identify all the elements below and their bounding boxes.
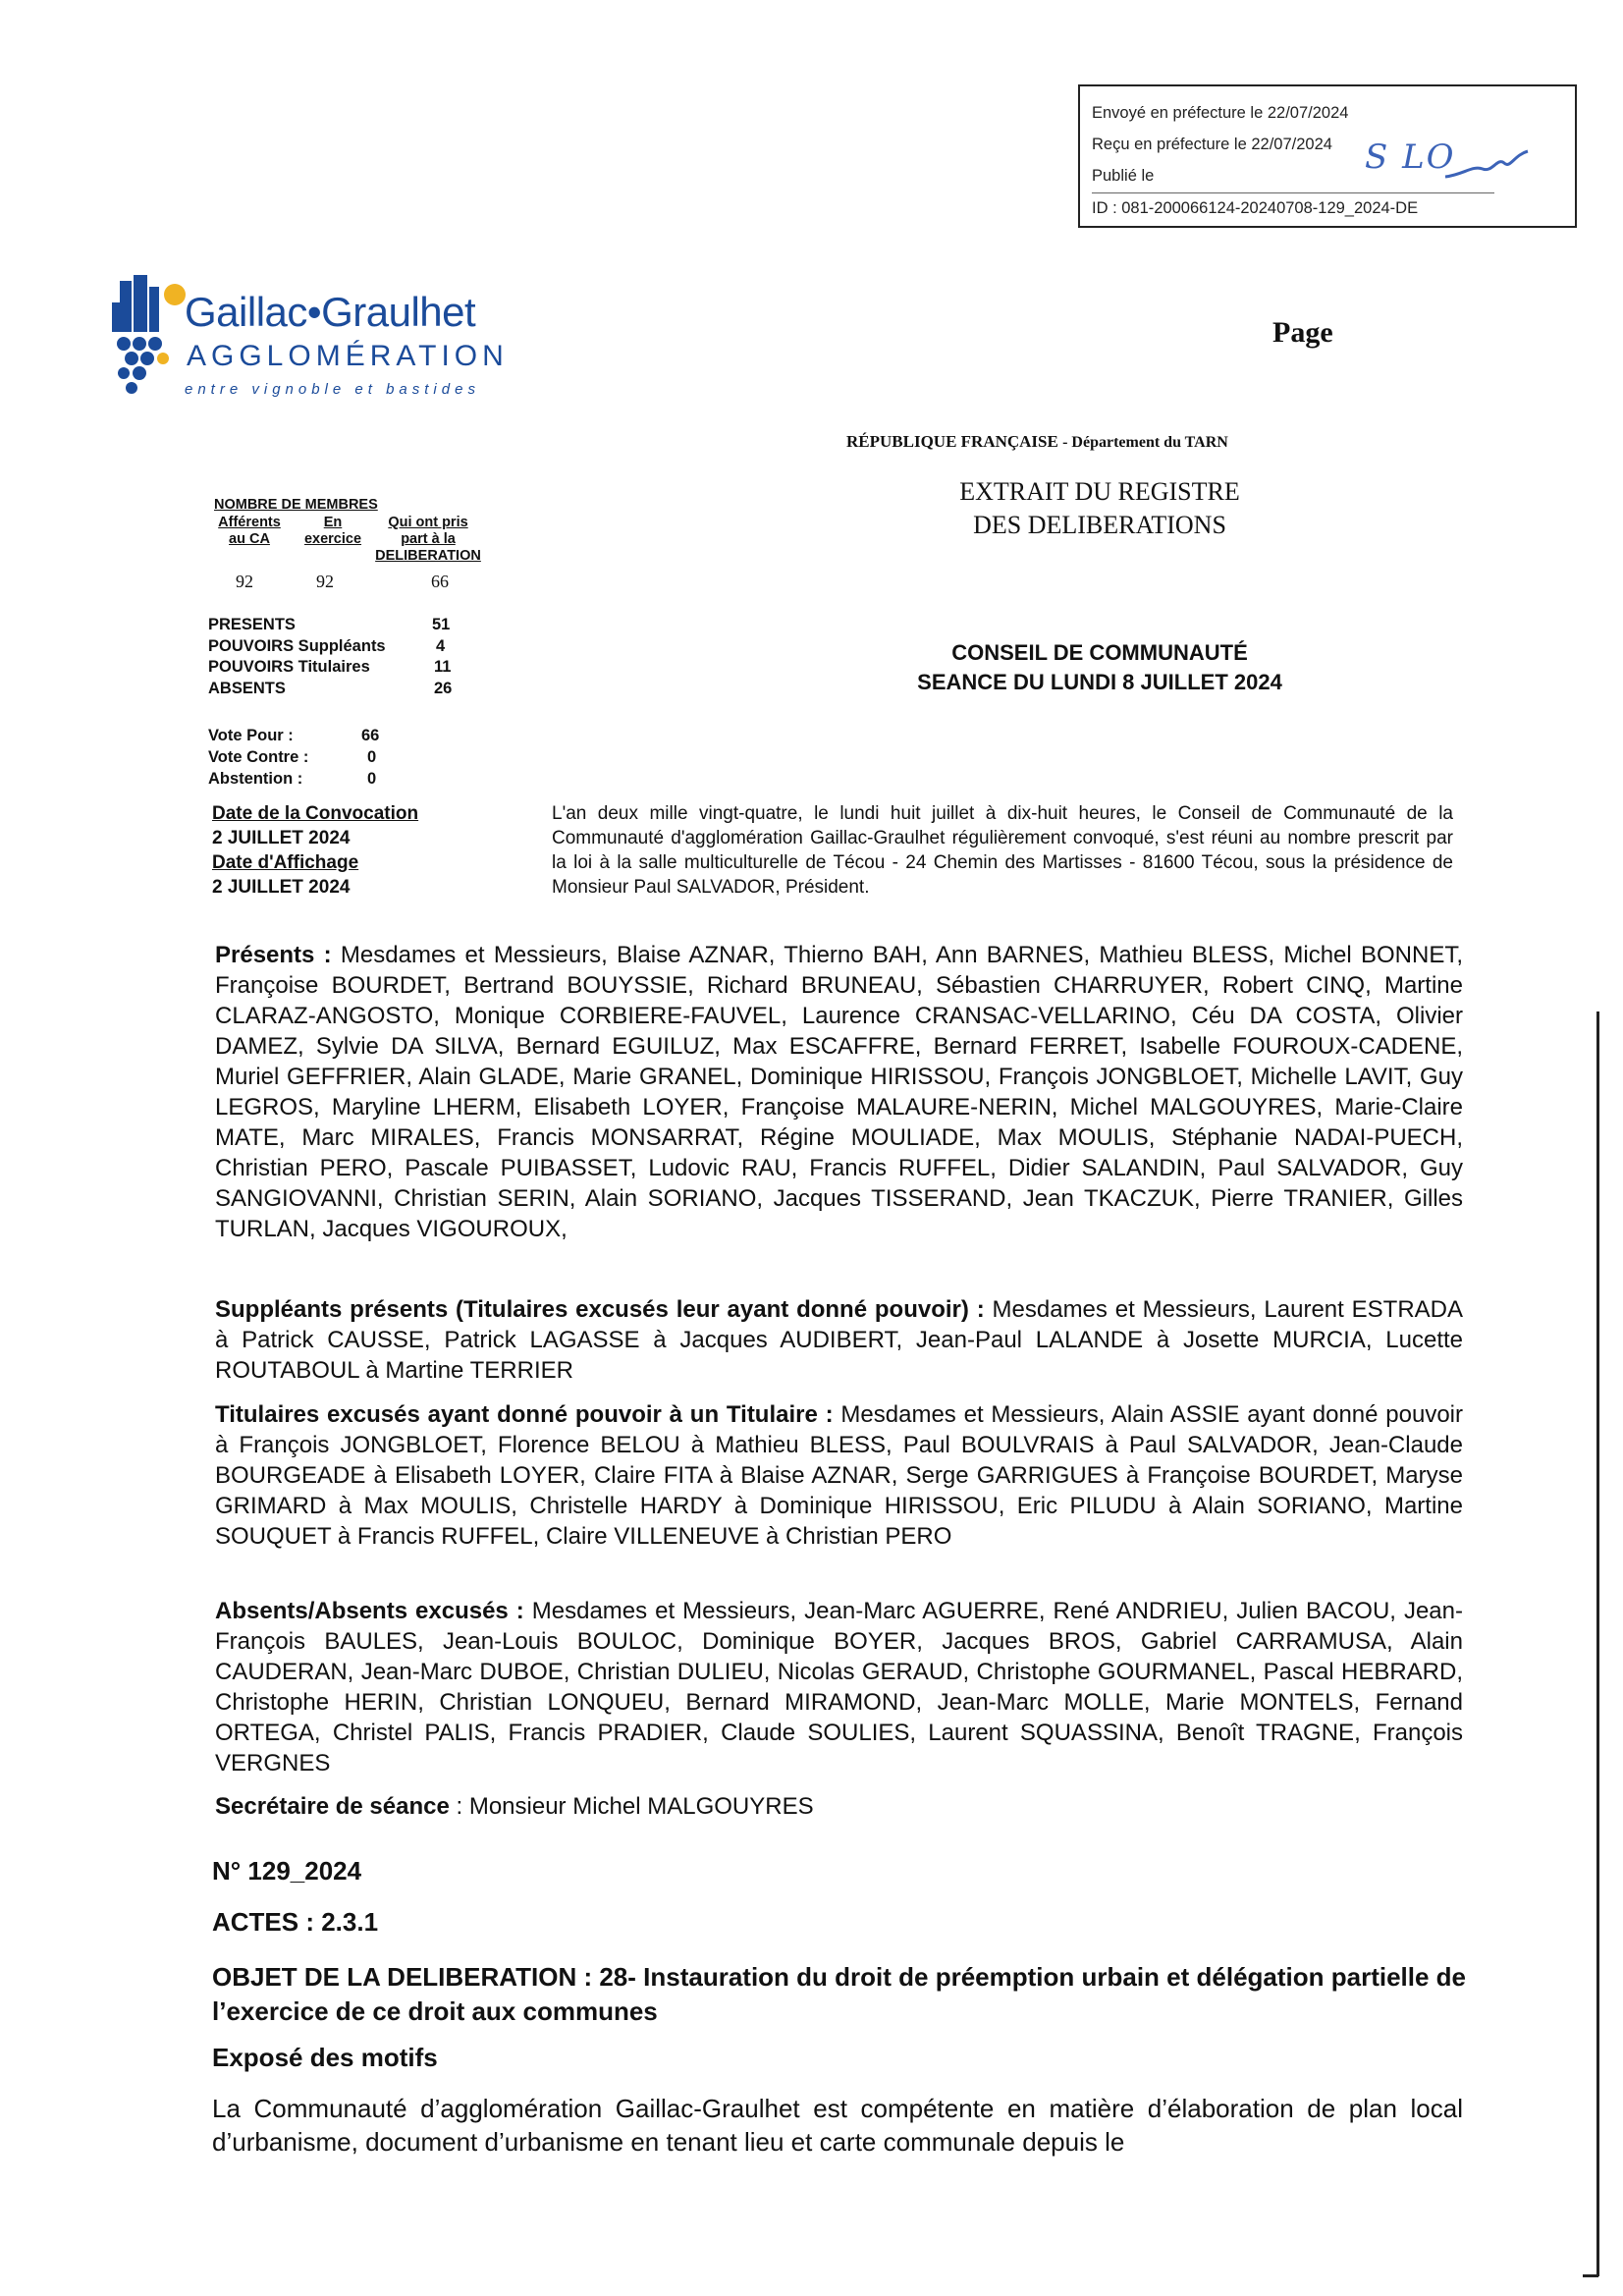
- republique: RÉPUBLIQUE FRANÇAISE: [846, 432, 1058, 451]
- expose-title: Exposé des motifs: [212, 2043, 438, 2072]
- stamp-publie: Publié le: [1092, 167, 1155, 185]
- vote-row: Vote Contre : 0: [208, 748, 377, 766]
- secretaire-paragraph: [215, 1791, 1463, 1822]
- presents-paragraph: [215, 940, 1463, 1244]
- extrait-line-1: EXTRAIT DU REGISTRE: [959, 477, 1240, 506]
- objet-text: 28- Instauration du droit de préemption urbain et délégation partielle de l’exercice de ce droit aux communes: [212, 1962, 1467, 2026]
- suppleants-text: Mesdames et Messieurs, Laurent ESTRADA à Patrick CAUSSE, Patrick LAGASSE à Jacques AUDIBERT, Jean-Paul LALANDE à Josette MURCIA, Lucette ROUTABOUL à Martine TERRIER: [215, 1296, 1464, 1384]
- presents-label: Présents :: [215, 942, 332, 968]
- republique-header: [846, 432, 1228, 452]
- presences-row: PRESENTS 51: [208, 616, 451, 633]
- gaillac-graulhet-logo-icon: [110, 273, 190, 399]
- margin-tick: [1583, 2274, 1598, 2277]
- conseil-line-2: SEANCE DU LUNDI 8 JUILLET 2024: [917, 670, 1282, 694]
- stamp-envoye: Envoyé en préfecture le 22/07/2024: [1092, 104, 1349, 122]
- absents-text: Mesdames et Messieurs, Jean-Marc AGUERRE, René ANDRIEU, Julien BACOU, Jean-François BAULES, Jean-Louis BOULOC, Dominique BOYER, Jacques BROS, Gabriel CARRAMUSA, Alain CAUDERAN, Jean-Marc DUBOE, Christian DULIEU, Nicolas GERAUD, Christophe GOURMANEL, Pascal HEBRARD, Christophe HERIN, Christian LONQUEU, Bernard MIRAMOND, Jean-Marc MOLLE, Marie MONTELS, Fernand ORTEGA, Christel PALIS, Francis PRADIER, Claude SOULIES, Laurent SQUASSINA, Benoît TRAGNE, François VERGNES: [215, 1598, 1463, 1777]
- secretaire-text: : Monsieur Michel MALGOUYRES: [449, 1793, 814, 1820]
- titulaires-paragraph: [215, 1399, 1463, 1552]
- convocation-date: 2 JUILLET 2024: [212, 828, 351, 848]
- presents-text: Mesdames et Messieurs, Blaise AZNAR, Thierno BAH, Ann BARNES, Mathieu BLESS, Michel BONNET, Françoise BOURDET, Bertrand BOUYSSIE, Richard BRUNEAU, Sébastien CHARRUYER, Robert CINQ, Martine CLARAZ-ANGOSTO, Monique CORBIERE-FAUVEL, Laurence CRANSAC-VELLARINO, Céu DA COSTA, Olivier DAMEZ, Sylvie DA SILVA, Bernard EGUILUZ, Max ESCAFFRE, Bernard FERRET, Isabelle FOUROUX-CADENE, Muriel GEFFRIER, Alain GLADE, Marie GRANEL, Dominique HIRISSOU, François JONGBLOET, Michelle LAVIT, Guy LEGROS, Maryline LHERM, Elisabeth LOYER, Françoise MALAURE-NERIN, Michel MALGOUYRES, Marie-Claire MATE, Marc MIRALES, Francis MONSARRAT, Régine MOULIADE, Max MOULIS, Stéphanie NADAI-PUECH, Christian PERO, Pascale PUIBASSET, Ludovic RAU, Francis RUFFEL, Didier SALANDIN, Paul SALVADOR, Guy SANGIOVANNI, Christian SERIN, Alain SORIANO, Jacques TISSERAND, Jean TKACZUK, Pierre TRANIER, Gilles TURLAN, Jacques VIGOUROUX,: [215, 942, 1463, 1242]
- page-label: Page: [1272, 316, 1333, 349]
- presences-row: ABSENTS 26: [208, 679, 453, 697]
- suppleants-label: Suppléants présents (Titulaires excusés leur ayant donné pouvoir) :: [215, 1296, 985, 1323]
- presences-list: [208, 615, 452, 699]
- logo-tagline: entre vignoble et bastides: [185, 381, 480, 398]
- membres-exercice-value: 92: [316, 572, 334, 591]
- dates-block: [212, 801, 418, 900]
- absents-paragraph: [215, 1596, 1463, 1778]
- signature-flourish-icon: [1443, 147, 1532, 187]
- intro-paragraph: L'an deux mille vingt-quatre, le lundi huit juillet à dix-huit heures, le Conseil de Communauté de la Communauté d'agglomération Gaillac-Graulhet régulièrement convoqué, s'est réuni au nombre prescrit par la loi à la salle multiculturelle de Técou - 24 Chemin des Martisses - 81600 Técou, sous la présidence de Monsieur Paul SALVADOR, Président.: [552, 803, 1453, 898]
- stamp-recu: Reçu en préfecture le 22/07/2024: [1092, 136, 1332, 153]
- suppleants-paragraph: [215, 1294, 1463, 1386]
- vote-row: Vote Pour : 66: [208, 727, 380, 744]
- expose-paragraph: La Communauté d’agglomération Gaillac-Graulhet est compétente en matière d’élaboration de plan local d’urbanisme, document d’urbanisme en tenant lieu et carte communale depuis le: [212, 2094, 1463, 2157]
- membres-col-deliberation: Qui ont pris part à la DELIBERATION: [375, 515, 481, 564]
- objet-label: OBJET DE LA DELIBERATION :: [212, 1962, 593, 1992]
- titulaires-label: Titulaires excusés ayant donné pouvoir à un Titulaire :: [215, 1401, 834, 1428]
- presences-row: POUVOIRS Suppléants 4: [208, 636, 446, 655]
- objet-deliberation: [212, 1960, 1469, 2029]
- absents-label: Absents/Absents excusés :: [215, 1598, 524, 1624]
- affichage-date: 2 JUILLET 2024: [212, 877, 351, 898]
- membres-col-afferents: Afférents au CA: [218, 515, 281, 547]
- actes-code: ACTES : 2.3.1: [212, 1907, 379, 1937]
- extrait-line-2: DES DELIBERATIONS: [973, 511, 1226, 539]
- vote-row: Abstention : 0: [208, 770, 377, 788]
- presences-row: POUVOIRS Titulaires 11: [208, 658, 452, 676]
- secretaire-label: Secrétaire de séance: [215, 1793, 450, 1820]
- logo-agglomeration: AGGLOMÉRATION: [187, 340, 509, 372]
- extrait-title: [864, 475, 1335, 542]
- convocation-label: Date de la Convocation: [212, 803, 419, 824]
- logo-name: Gaillac•Graulhet: [185, 289, 476, 335]
- membres-deliberation-value: 66: [431, 572, 449, 591]
- membres-afferents-value: 92: [236, 572, 253, 591]
- membres-col-exercice: En exercice: [303, 515, 362, 547]
- conseil-title: [805, 638, 1394, 697]
- affichage-label: Date d'Affichage: [212, 852, 359, 873]
- votes-list: [208, 725, 379, 790]
- deliberation-number: N° 129_2024: [212, 1856, 362, 1886]
- conseil-line-1: CONSEIL DE COMMUNAUTÉ: [951, 640, 1248, 665]
- titulaires-text: Mesdames et Messieurs, Alain ASSIE ayant donné pouvoir à François JONGBLOET, Florence BELOU à Mathieu BLESS, Paul BOULVRAIS à Paul SALVADOR, Jean-Claude BOURGEADE à Elisabeth LOYER, Claire FITA à Blaise AZNAR, Serge GARRIGUES à Françoise BOURDET, Maryse GRIMARD à Max MOULIS, Christelle HARDY à Dominique HIRISSOU, Eric PILUDU à Alain SORIANO, Martine SOUQUET à Francis RUFFEL, Claire VILLENEUVE à Christian PERO: [215, 1401, 1463, 1550]
- stamp-id: ID : 081-200066124-20240708-129_2024-DE: [1092, 192, 1494, 225]
- departement: - Département du TARN: [1062, 434, 1228, 451]
- membres-title: NOMBRE DE MEMBRES: [214, 497, 378, 513]
- margin-rule: [1596, 1011, 1599, 2276]
- handwritten-signature: S LO: [1365, 137, 1456, 177]
